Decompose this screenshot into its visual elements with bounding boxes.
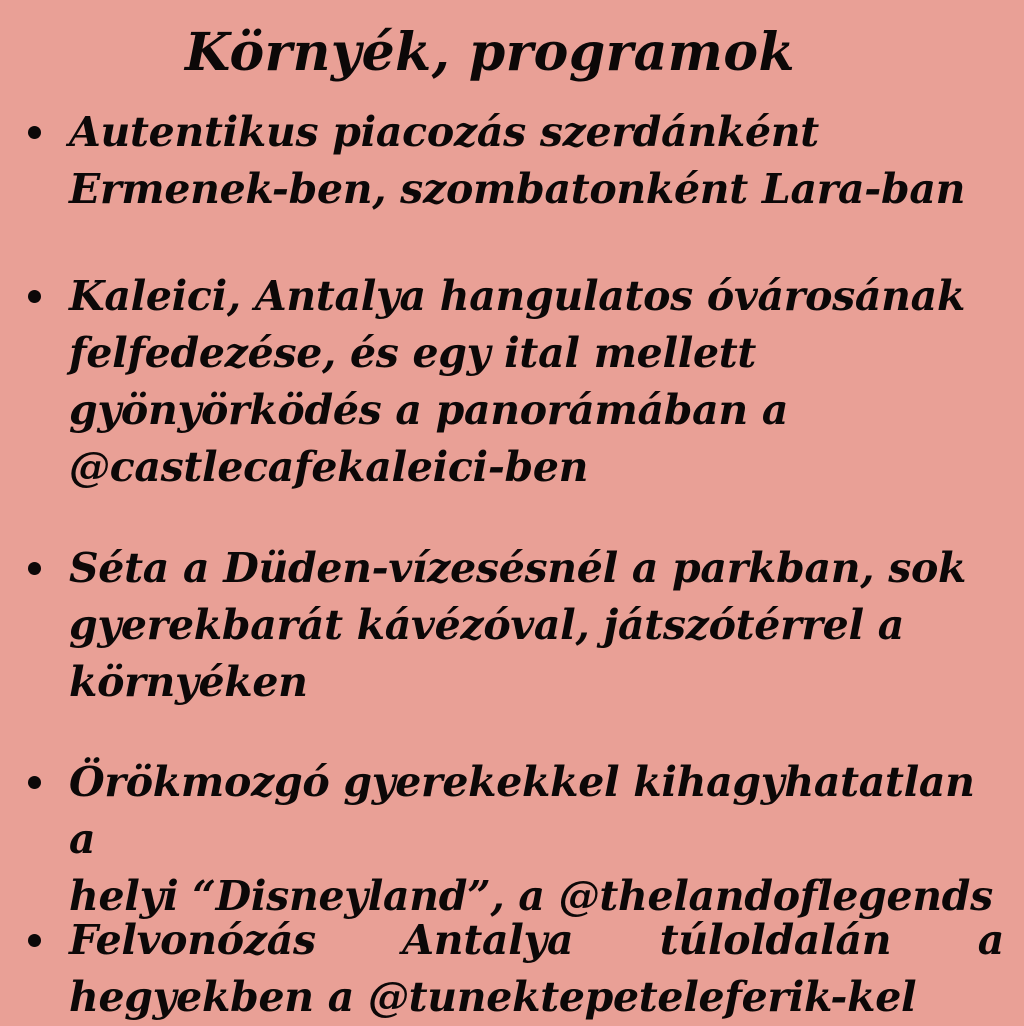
page-title: Környék, programok (184, 22, 796, 83)
list-item-text: Örökmozgó gyerekekkel kihagyhatatlan a helyi “Disneyland”, a @thelandoflegends (69, 758, 993, 920)
list-item (28, 540, 1018, 711)
bullet-icon (28, 290, 41, 303)
bullet-icon (28, 934, 41, 947)
list-item-text: Felvonózás Antalya túloldalán a hegyekben a @tunektepeteleferik-kel (69, 916, 1004, 1021)
list-item (28, 754, 1018, 925)
bullet-icon (28, 776, 41, 789)
list-item (28, 912, 1018, 1026)
list-item (28, 104, 1018, 218)
list-item (28, 268, 1018, 496)
list-item-text: Séta a Düden-vízesésnél a parkban, sok gyerekbarát kávézóval, játszótérrel a környéken (69, 544, 967, 706)
list-item-text: Kaleici, Antalya hangulatos óvárosának felfedezése, és egy ital mellett gyönyörködés a panorámában a @castlecafekaleici-ben (69, 272, 966, 491)
bullet-icon (28, 126, 41, 139)
list-item-text: Autentikus piacozás szerdánként Ermenek-ben, szombatonként Lara-ban (69, 108, 966, 213)
bullet-icon (28, 562, 41, 575)
